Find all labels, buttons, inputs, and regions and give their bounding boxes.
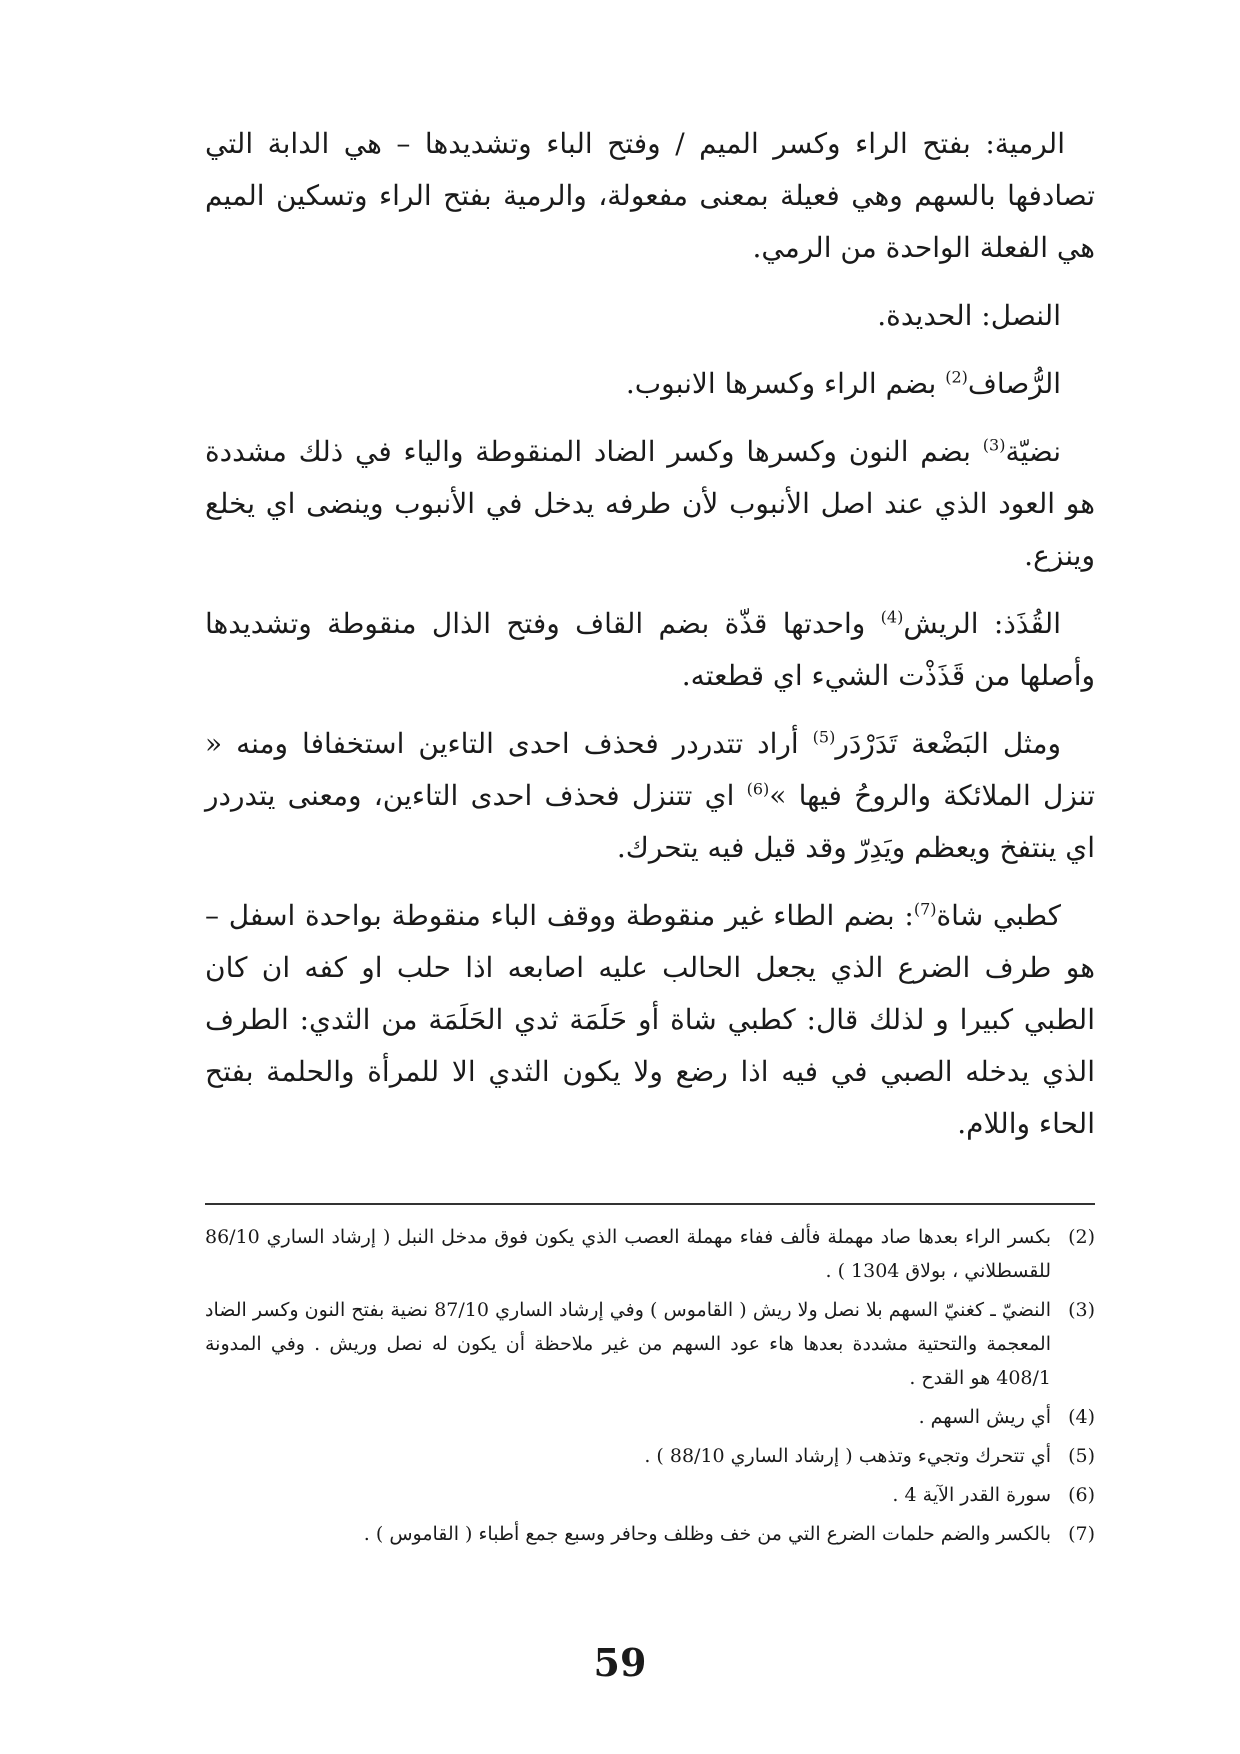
footnote-2	[205, 1220, 1095, 1288]
main-text	[205, 118, 1095, 1166]
paragraph-text: واحدتها قذّة بضم القاف وفتح الذال منقوطة وتشديدها وأصلها من قَذَذْت الشيء اي قطعته.	[205, 607, 1095, 692]
footnote-number: (2)	[1068, 1226, 1095, 1248]
footnote-number: (3)	[1068, 1299, 1095, 1321]
paragraph-badea	[205, 718, 1095, 874]
footnote-text: بكسر الراء بعدها صاد مهملة فألف ففاء مهملة العصب الذي يكون فوق مدخل النبل ( إرشاد الساري 86/10 للقسطلاني ، بولاق 1304 ) .	[205, 1226, 1051, 1282]
footnote-number: (7)	[1068, 1523, 1095, 1545]
paragraph-qudhadh	[205, 598, 1095, 702]
paragraph-tubi	[205, 890, 1095, 1150]
paragraph-ramiya: الرمية: بفتح الراء وكسر الميم / وفتح الباء وتشديدها – هي الدابة التي تصادفها بالسهم وهي فعيلة بمعنى مفعولة، والرمية بفتح الراء وتسكين الميم هي الفعلة الواحدة من الرمي.	[205, 127, 1095, 264]
footnote-5	[205, 1439, 1095, 1473]
paragraph-text: بضم الراء وكسرها الانبوب.	[625, 367, 946, 400]
footnote-ref: (3)	[982, 435, 1006, 455]
footnote-ref: (7)	[913, 899, 937, 919]
footnote-number: (6)	[1068, 1484, 1095, 1506]
term: نضيّة	[1005, 435, 1061, 468]
footnote-text: أي تتحرك وتجيء وتذهب ( إرشاد الساري 88/10 ) .	[644, 1445, 1051, 1467]
paragraph-nasl: النصل: الحديدة.	[877, 299, 1061, 332]
footnote-text: النضيّ ـ كغنيّ السهم بلا نصل ولا ريش ( القاموس ) وفي إرشاد الساري 87/10 نضية بفتح النون وكسر الضاد المعجمة والتحتية مشددة بعدها هاء عود السهم من غير ملاحظة أن يكون له نصل وريش . وفي المدونة 408/1 هو القدح .	[205, 1299, 1051, 1389]
footnote-3	[205, 1293, 1095, 1395]
footnote-ref: (4)	[880, 607, 904, 627]
term: كطبي شاة	[936, 899, 1061, 932]
footnote-4	[205, 1400, 1095, 1434]
paragraph-nadiyya	[205, 426, 1095, 582]
footnotes	[205, 1220, 1095, 1556]
paragraph-text: : بضم الطاء غير منقوطة ووقف الباء منقوطة بواحدة اسفل – هو طرف الضرع الذي يجعل الحالب عليه اصابعه اذا حلب او كفه ان كان الطبي كبيرا و لذلك قال: كطبي شاة أو حَلَمَة ثدي الحَلَمَة من الثدي: الطرف الذي يدخله الصبي في فيه اذا رضع ولا يكون الثدي الا للمرأة والحلمة بفتح الحاء واللام.	[205, 899, 1095, 1140]
paragraph-text: اي تتنزل فحذف احدى التاءين، ومعنى يتدردر اي ينتفخ ويعظم ويَدِرّ وقد قيل فيه يتحرك.	[205, 779, 1095, 864]
footnote-text: بالكسر والضم حلمات الضرع التي من خف وظلف وحافر وسبع جمع أطباء ( القاموس ) .	[363, 1523, 1051, 1545]
footnote-separator	[205, 1203, 1095, 1205]
footnote-text: أي ريش السهم .	[918, 1406, 1051, 1428]
footnote-6	[205, 1478, 1095, 1512]
footnote-ref: (6)	[746, 779, 770, 799]
paragraph-text: أراد تتدردر فحذف احدى التاءين استخفافا ومنه « تنزل الملائكة والروحُ فيها »	[205, 727, 1096, 812]
footnote-number: (5)	[1068, 1445, 1095, 1467]
paragraph-rusaf	[205, 358, 1095, 410]
footnote-number: (4)	[1068, 1406, 1095, 1428]
page-number: 59	[593, 1640, 647, 1685]
term: القُذَذ: الريش	[903, 607, 1061, 640]
paragraph-text: بضم النون وكسرها وكسر الضاد المنقوطة والياء في ذلك مشددة هو العود الذي عند اصل الأنبوب لأن طرفه يدخل في الأنبوب وينضى اي يخلع وينزع.	[205, 435, 1095, 572]
footnote-7	[205, 1517, 1095, 1551]
footnote-ref: (2)	[945, 367, 968, 387]
term: ومثل البَضْعة تَدَرْدَر	[835, 727, 1061, 760]
footnote-ref: (5)	[812, 727, 836, 747]
term: الرُّصاف	[967, 367, 1061, 400]
footnote-text: سورة القدر الآية 4 .	[892, 1484, 1051, 1506]
